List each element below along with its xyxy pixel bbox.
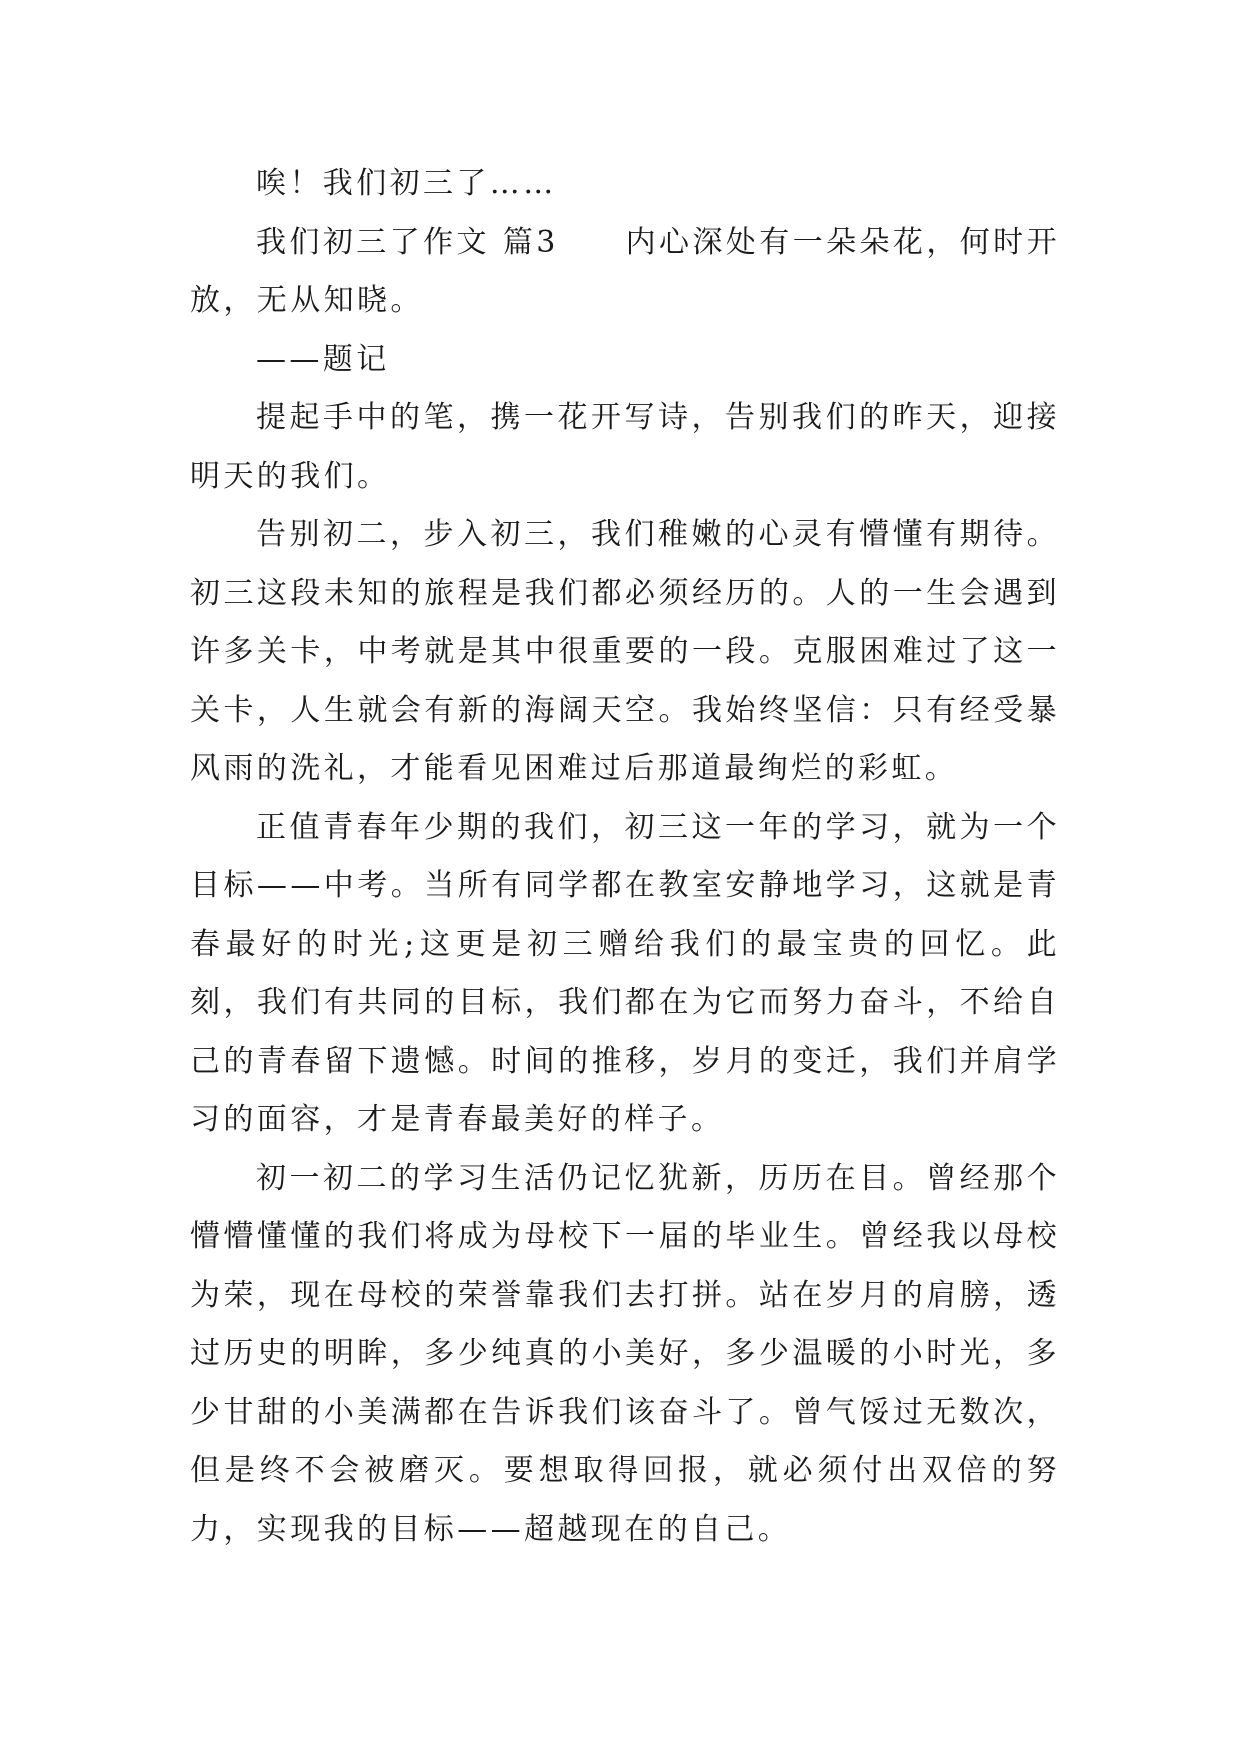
essay-body [190,155,1060,1559]
paragraph-youth: 正值青春年少期的我们，初三这一年的学习，就为一个目标——中考。当所有同学都在教室安静地学习，这就是青春最好的时光;这更是初三赠给我们的最宝贵的回忆。此刻，我们有共同的目标，我们都在为它而努力奋斗，不给自己的青春留下遗憾。时间的推移，岁月的变迁，我们并肩学习的面容，才是青春最美好的样子。 [190,809,1060,1137]
paragraph-farewell: 告别初二，步入初三，我们稚嫩的心灵有懵懂有期待。初三这段未知的旅程是我们都必须经历的。人的一生会遇到许多关卡，中考就是其中很重要的一段。克服困难过了这一关卡，人生就会有新的海阔天空。我始终坚信：只有经受暴风雨的洗礼，才能看见困难过后那道最绚烂的彩虹。 [190,517,1060,786]
paragraph-sigh: 唉！我们初三了…… [256,166,557,201]
paragraph-essay-heading: 我们初三了作文 篇3 内心深处有一朵朵花，何时开放，无从知晓。 [190,224,1060,318]
paragraph-opening: 提起手中的笔，携一花开写诗，告别我们的昨天，迎接明天的我们。 [190,400,1060,494]
paragraph-memories: 初一初二的学习生活仍记忆犹新，历历在目。曾经那个懵懵懂懂的我们将成为母校下一届的毕业生。曾经我以母校为荣，现在母校的荣誉靠我们去打拼。站在岁月的肩膀，透过历史的明眸，多少纯真的小美好，多少温暖的小时光，多少甘甜的小美满都在告诉我们该奋斗了。曾气馁过无数次，但是终不会被磨灭。要想取得回报，就必须付出双倍的努力，实现我的目标——超越现在的自己。 [190,1160,1060,1547]
paragraph-epigraph-attribution: ——题记 [256,341,390,377]
